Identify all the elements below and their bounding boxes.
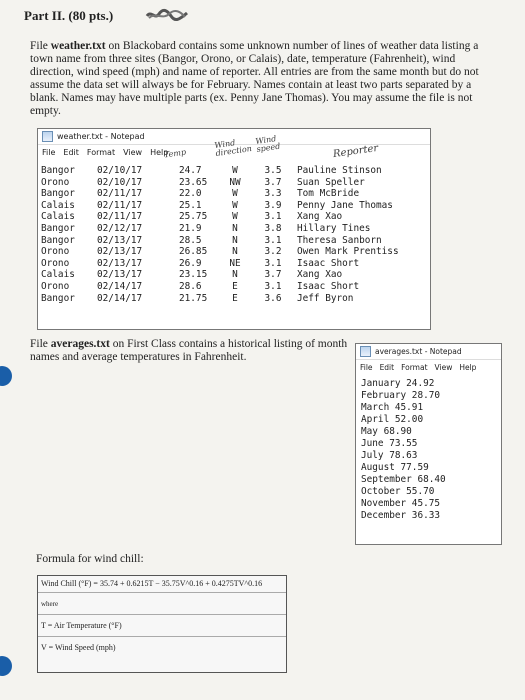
weather-speed: 3.1 [264,234,282,246]
weather-direction: N [232,222,238,234]
menu-file[interactable]: File [42,147,56,157]
weather-date: 02/11/17 [97,188,143,200]
weather-site: Bangor [41,222,75,234]
weather-direction: N [232,234,238,246]
margin-dot [0,656,12,676]
averages-menu-bar [356,360,501,374]
formula-where: where [41,600,59,608]
handwritten-temp: Temp [163,147,187,160]
averages-window-title: averages.txt - Notepad [375,347,462,356]
wind-speed-definition: V = Wind Speed (mph) [41,643,116,652]
weather-direction: NW [229,176,241,188]
average-line: December 36.33 [361,510,441,521]
weather-line [41,269,430,281]
weather-site: Orono [41,176,70,188]
average-line: October 55.70 [361,486,435,497]
intro-paragraph [30,40,500,118]
weather-direction: W [232,165,238,176]
weather-date: 02/13/17 [97,257,143,269]
weather-reporter: Xang Xao [297,211,343,223]
weather-temp: 28.6 [179,280,202,292]
weather-speed: 3.1 [264,211,282,223]
weather-site: Calais [41,269,75,281]
weather-date: 02/11/17 [97,211,143,223]
average-line: April 52.00 [361,414,424,425]
weather-line [41,188,430,200]
menu-file[interactable]: File [360,362,373,372]
average-line: July 78.63 [361,450,418,461]
intro-text-start: File [30,40,51,52]
weather-line [41,177,430,189]
menu-edit[interactable]: Edit [63,147,79,157]
weather-reporter: Jeff Byron [297,292,354,304]
wind-chill-equation: Wind Chill (°F) = 35.74 + 0.6215T − 35.75V^0.16 + 0.4275TV^0.16 [41,579,263,588]
weather-speed: 3.2 [264,246,282,258]
weather-speed: 3.1 [264,280,282,292]
weather-date: 02/11/17 [97,199,143,211]
weather-date: 02/14/17 [97,280,143,292]
averages-notepad-window [355,343,502,545]
weather-speed: 3.8 [264,222,282,234]
weather-line [41,223,430,235]
weather-line [41,211,430,223]
weather-line [41,165,430,177]
weather-site: Bangor [41,165,75,176]
weather-temp: 23.65 [179,176,208,188]
weather-site: Orono [41,246,70,258]
weather-direction: W [232,199,238,211]
weather-date: 02/13/17 [97,269,143,281]
weather-site: Bangor [41,188,75,200]
weather-site: Bangor [41,234,75,246]
weather-direction: N [232,269,238,281]
average-line: November 45.75 [361,498,441,509]
weather-site: Orono [41,257,70,269]
notepad-icon [360,346,371,357]
formula-label: Formula for wind chill: [36,553,144,565]
weather-speed: 3.6 [264,292,282,304]
weather-line [41,281,430,293]
average-line: May 68.90 [361,426,412,437]
weather-direction: NE [229,257,241,269]
weather-site: Calais [41,211,75,223]
weather-temp: 24.7 [179,165,202,176]
wind-chill-formula-box [37,575,287,673]
weather-line [41,246,430,258]
weather-line [41,235,430,247]
averages-text-start: File [30,338,51,350]
menu-help[interactable]: Help [459,362,477,372]
menu-edit[interactable]: Edit [379,362,395,372]
weather-site: Calais [41,199,75,211]
averages-paragraph [30,338,360,364]
weather-direction: E [232,280,238,292]
menu-view[interactable]: View [123,147,143,157]
formula-divider [38,614,286,615]
average-line: January 24.92 [361,378,435,389]
margin-dot [0,366,12,386]
weather-temp: 21.75 [179,292,208,304]
weather-speed: 3.9 [264,199,282,211]
weather-site: Orono [41,280,70,292]
average-line: June 73.55 [361,438,418,449]
weather-reporter: Theresa Sanborn [297,234,382,246]
weather-reporter: Hillary Tines [297,222,371,234]
averages-text-rest: on First Class contains a historical listing of month names and average temperatures in Fahrenheit. [30,338,348,363]
weather-date: 02/13/17 [97,234,143,246]
weather-direction: E [232,292,238,304]
weather-date: 02/13/17 [97,246,143,258]
weather-temp: 25.1 [179,199,202,211]
menu-format[interactable]: Format [86,147,116,157]
weather-temp: 28.5 [179,234,202,246]
weather-speed: 3.7 [264,269,282,281]
weather-temp: 21.9 [179,222,202,234]
weather-notepad-window [37,128,431,330]
weather-temp: 25.75 [179,211,208,223]
handwritten-wind-speed: Wind speed [254,134,281,154]
weather-reporter: Tom McBride [297,188,360,200]
weather-line [41,200,430,212]
menu-format[interactable]: Format [401,362,428,372]
weather-speed: 3.7 [264,176,282,188]
weather-reporter: Penny Jane Thomas [297,199,393,211]
weather-reporter: Suan Speller [297,176,365,188]
handwritten-reporter: Reporter [332,142,379,161]
formula-divider [38,636,286,637]
weather-direction: N [232,246,238,258]
intro-filename: weather.txt [50,40,106,52]
weather-date: 02/14/17 [97,292,143,304]
averages-filename: averages.txt [50,338,110,350]
averages-window-titlebar [356,344,501,360]
part-title: Part II. (80 pts.) [24,8,114,23]
notepad-icon [42,131,53,142]
weather-site: Bangor [41,292,75,304]
menu-help[interactable]: Help [150,147,169,157]
weather-text-area[interactable] [38,159,430,304]
weather-reporter: Owen Mark Prentiss [297,246,399,258]
weather-line [41,258,430,270]
formula-divider [38,592,286,593]
handwritten-wind-direction: Wind direction [213,138,253,159]
menu-view[interactable]: View [434,362,453,372]
weather-date: 02/10/17 [97,165,143,176]
scribble-mark [145,8,189,22]
intro-text-rest: on Blackobard contains some unknown number of lines of weather data listing a town name from three sites (Bangor, Orono, or Calais), date, temperature (Fahrenheit), wind direction, wind speed (mph) and name of reporter. All entries are from the same month but do not assume the data set will always be for February. Names contain at least two parts separated by a blank. Names may have multiple parts (ex. Penny Jane Thomas). You may assume the file is not empty. [30,40,479,117]
weather-speed: 3.3 [264,188,282,200]
weather-reporter: Isaac Short [297,257,360,269]
weather-speed: 3.1 [264,257,282,269]
average-line: February 28.70 [361,390,441,401]
weather-temp: 22.0 [179,188,202,200]
average-line: August 77.59 [361,462,429,473]
weather-reporter: Xang Xao [297,269,343,281]
weather-window-title: weather.txt - Notepad [57,132,145,141]
weather-date: 02/10/17 [97,176,143,188]
temperature-definition: T = Air Temperature (°F) [41,621,122,630]
average-line: March 45.91 [361,402,424,413]
weather-direction: W [232,211,238,223]
averages-text-area[interactable] [356,374,501,522]
weather-reporter: Pauline Stinson [297,165,382,176]
average-line: September 68.40 [361,474,446,485]
weather-line [41,293,430,305]
weather-reporter: Isaac Short [297,280,360,292]
weather-temp: 23.15 [179,269,208,281]
weather-direction: W [232,188,238,200]
weather-temp: 26.85 [179,246,208,258]
weather-date: 02/12/17 [97,222,143,234]
weather-speed: 3.5 [264,165,282,176]
weather-temp: 26.9 [179,257,202,269]
